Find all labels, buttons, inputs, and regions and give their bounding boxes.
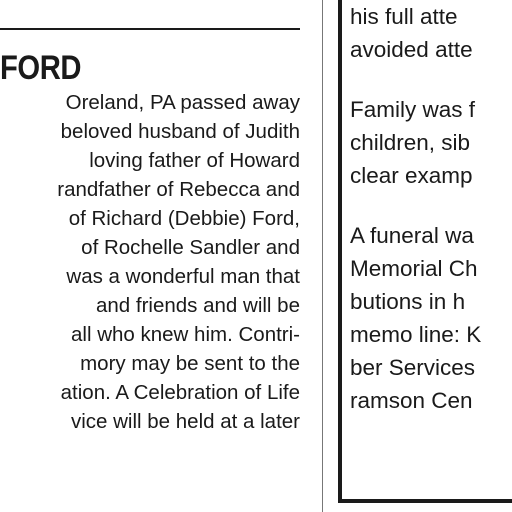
column-divider — [322, 0, 323, 512]
obituary-text-line: loving father of Howard — [89, 149, 300, 172]
notice-text-line: Family was f — [350, 97, 476, 122]
notice-text-line: memo line: K — [350, 322, 482, 347]
obituary-text-line: randfather of Rebecca and — [57, 178, 300, 201]
notice-text-line: Memorial Ch — [350, 256, 478, 281]
notice-text-line: A funeral wa — [350, 223, 474, 248]
notice-text-line: avoided atte — [350, 37, 473, 62]
boxed-notice — [338, 0, 512, 503]
obituary-text-line: Oreland, PA passed away — [65, 91, 300, 114]
obituary-text-line: of Rochelle Sandler and — [81, 236, 300, 259]
obituary-text-line: was a wonderful man that — [66, 265, 300, 288]
notice-text-line: children, sib — [350, 130, 471, 155]
obituary-text-line: mory may be sent to the — [80, 352, 300, 375]
notice-text-line: ber Services — [350, 355, 476, 380]
paragraph-gap — [350, 66, 512, 93]
obituary-text-line: beloved husband of Judith — [60, 120, 300, 143]
notice-text-line: his full atte — [350, 4, 458, 29]
obituary-text-line: of Richard (Debbie) Ford, — [68, 207, 300, 230]
notice-body — [350, 0, 512, 417]
obituary-text-line: all who knew him. Contri- — [71, 323, 300, 346]
column-top-rule — [0, 28, 300, 30]
notice-text-line: butions in h — [350, 289, 466, 314]
obituary-name-heading: FORD — [0, 49, 82, 87]
paragraph-gap — [350, 192, 512, 219]
notice-text-line: clear examp — [350, 163, 473, 188]
obituary-text-line: ation. A Celebration of Life — [60, 381, 300, 404]
obituary-body — [0, 88, 300, 436]
obituary-text-line: vice will be held at a later — [70, 410, 300, 433]
notice-text-line: ramson Cen — [350, 388, 473, 413]
obituary-text-line: and friends and will be — [96, 294, 300, 317]
